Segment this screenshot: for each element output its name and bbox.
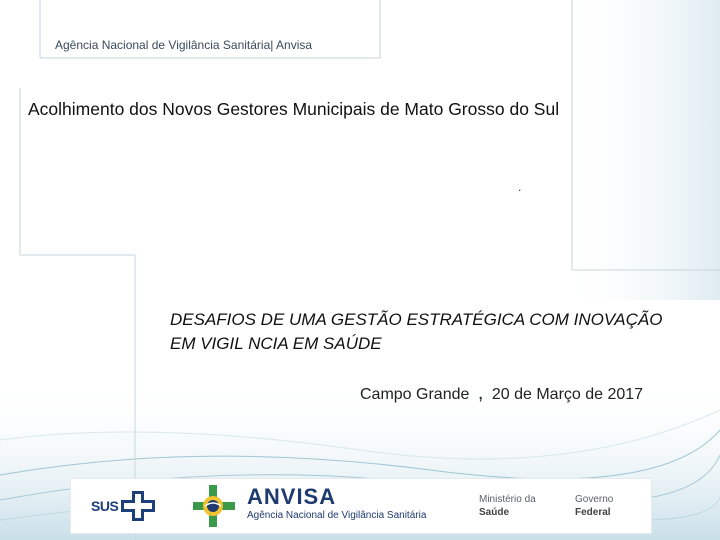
- stray-dot: .: [518, 180, 522, 194]
- governo-line1: Governo: [575, 494, 614, 505]
- ministerio-line2: Saúde: [479, 507, 510, 518]
- sus-logo: [91, 493, 155, 519]
- governo-line2: Federal: [575, 507, 611, 518]
- anvisa-title: ANVISA: [247, 484, 337, 509]
- logo-bar: [70, 478, 652, 534]
- header-agency-line: Agência Nacional de Vigilância Sanitária| Anvisa: [55, 38, 313, 52]
- anvisa-wordmark: [247, 485, 426, 523]
- separator-comma: ,: [477, 382, 484, 404]
- anvisa-emblem-icon: [191, 485, 237, 527]
- place-text: Campo Grande: [360, 386, 470, 403]
- ministerio-saude-logo: [479, 493, 536, 519]
- sus-label: SUS: [91, 498, 119, 514]
- anvisa-subtitle: Agência Nacional de Vigilância Sanitária: [247, 510, 427, 521]
- governo-federal-logo: [575, 493, 613, 519]
- slide-subtitle: DESAFIOS DE UMA GESTÃO ESTRATÉGICA COM INOVAÇÃO EM VIGIL NCIA EM SAÚDE: [170, 310, 663, 353]
- place-date-line: [360, 382, 643, 405]
- slide-title: Acolhimento dos Novos Gestores Municipais de Mato Grosso do Sul: [28, 99, 560, 119]
- date-text: 20 de Março de 2017: [491, 386, 644, 403]
- sus-cross-icon: [121, 491, 155, 521]
- ministerio-line1: Ministério da: [479, 494, 536, 505]
